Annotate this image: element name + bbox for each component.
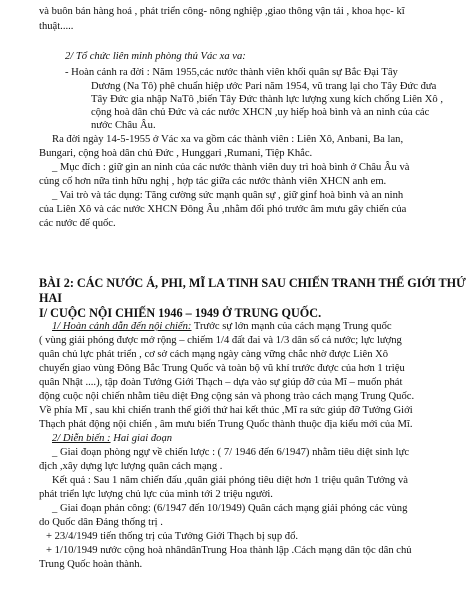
text-line: nước Châu Âu. <box>91 120 156 131</box>
paragraph-line <box>52 321 392 333</box>
text-line: _ Giai đoạn phòng ngự về chiến lược : ( 7/ 1946 đến 6/1947) nhằm tiêu diệt sinh lực <box>52 447 410 458</box>
text-line: _ Mục đích : giữ gìn an ninh của các nước thành viên duy trì hoà bình ở Châu Âu và <box>52 162 410 173</box>
text-run: Trước sự lớn mạnh của cách mạng Trung quốc <box>191 321 392 332</box>
chapter-heading: I/ CUỘC NỘI CHIẾN 1946 – 1949 Ở TRUNG QUỐC. <box>39 306 322 320</box>
text-line: các nước đế quốc. <box>39 218 116 229</box>
text-line: _ Vai trò và tác dụng: Tăng cường sức mạnh quân sự , giữ ginf hoà bình và an ninh <box>52 190 404 201</box>
text-line: củng cố hơn nữa tình hữu nghị , hợp tác giữa các nước thành viên XHCN anh em. <box>39 176 387 187</box>
text-line: - Hoàn cảnh ra đời : Năm 1955,các nước thành viên khối quân sự Bắc Đại Tây <box>65 67 398 78</box>
text-line: do Quốc dân Đảng thống trị . <box>39 517 163 528</box>
section-heading: 2/ Tổ chức liên minh phòng thủ Vác xa va: <box>65 51 246 62</box>
subheading-inline: 1/ Hoàn cảnh dẫn đến nội chiến: <box>52 321 192 332</box>
text-line: quân Nhật ....), tập đoàn Tưởng Giới Thạch – dựa vào sự giúp đỡ của Mĩ – muốn phát <box>39 377 403 388</box>
text-run: Hai giai đoạn <box>110 433 173 444</box>
text-line: của Liên Xô và các nước XHCN Đông Âu ,nhằm đối phó trước âm mưu gây chiến của <box>39 204 407 215</box>
text-line: và buôn bán hàng hoá , phát triển công- nông nghiệp ,giao thông vận tải , khoa học- kĩ <box>39 6 405 17</box>
text-line: phát triển lực lượng chủ lực của mình tới 2 triệu người. <box>39 489 273 500</box>
text-line: quân chủ lực phát triển , cơ sở cách mạng ngày càng vững chắc nhờ được Liên Xô <box>39 349 389 360</box>
text-line: Kết quả : Sau 1 năm chiến đấu ,quân giải phóng tiêu diệt hơn 1 triệu quân Tưởng và <box>52 475 408 486</box>
lesson-title-continued: HAI <box>39 291 63 305</box>
text-line: động cuộc nội chiến nhằm tiêu diệt Đng cộng sản và phong trào cách mạng Trung Quốc. <box>39 391 415 402</box>
text-line: địch ,xây dựng lực lượng quân cách mạng . <box>39 461 223 472</box>
text-line: + 23/4/1949 tiến thống trị của Tưởng Giới Thạch bị sụp đổ. <box>46 531 299 542</box>
text-line: Bungari, cộng hoà dân chủ Đức , Hunggari ,Rumani, Tiệp Khắc. <box>39 148 313 159</box>
text-line: Ra đời ngày 14-5-1955 ở Vác xa va gồm các thành viên : Liên Xô, Anbani, Ba lan, <box>52 134 404 145</box>
text-line: thuật..... <box>39 21 74 32</box>
text-line: Về phía Mĩ , sau khi chiến tranh thế giới thứ hai kết thúc ,Mĩ ra sức giúp đỡ Tưởng Giới <box>39 405 413 416</box>
text-line: _ Giai đoạn phản công: (6/1947 đến 10/1949) Quân cách mạng giải phóng các vùng <box>52 503 408 514</box>
subheading-inline: 2/ Diễn biến : <box>52 433 111 444</box>
text-line: cộng hoà dân chủ Đức và các nước XHCN ,uy hiếp hoà bình và an ninh của các <box>91 107 430 118</box>
text-line: Tây Đức gia nhập NaTô ,biến Tây Đức thành lực lượng xung kích chống Liên Xô , <box>91 94 443 105</box>
text-line: Trung Quốc hoàn thành. <box>39 559 143 570</box>
lesson-title: BÀI 2: CÁC NƯỚC Á, PHI, MĨ LA TINH SAU CHIẾN TRANH THẾ GIỚI THỨ <box>39 276 466 290</box>
text-line: ( vùng giải phóng được mở rộng – chiếm 1/4 đất đai và 1/3 dân số cả nước; lực lượng <box>39 335 402 346</box>
text-line: chuyển giao vùng Đông Bắc Trung Quốc và toàn bộ vũ khí trước được của hơn 1 triệu <box>39 363 405 374</box>
text-line: + 1/10/1949 nước cộng hoà nhândânTrung Hoa thành lập .Cách mạng dân tộc dân chủ <box>46 545 412 556</box>
text-line: Dương (Na Tô) phê chuẩn hiệp ước Pari năm 1954, vũ trang lại cho Tây Đức đưa <box>91 81 437 92</box>
text-line: Thạch phát động nội chiến , âm mưu biến Trung Quốc thành thuộc địa kiểu mới của Mĩ. <box>39 419 413 430</box>
paragraph-line <box>52 433 172 445</box>
